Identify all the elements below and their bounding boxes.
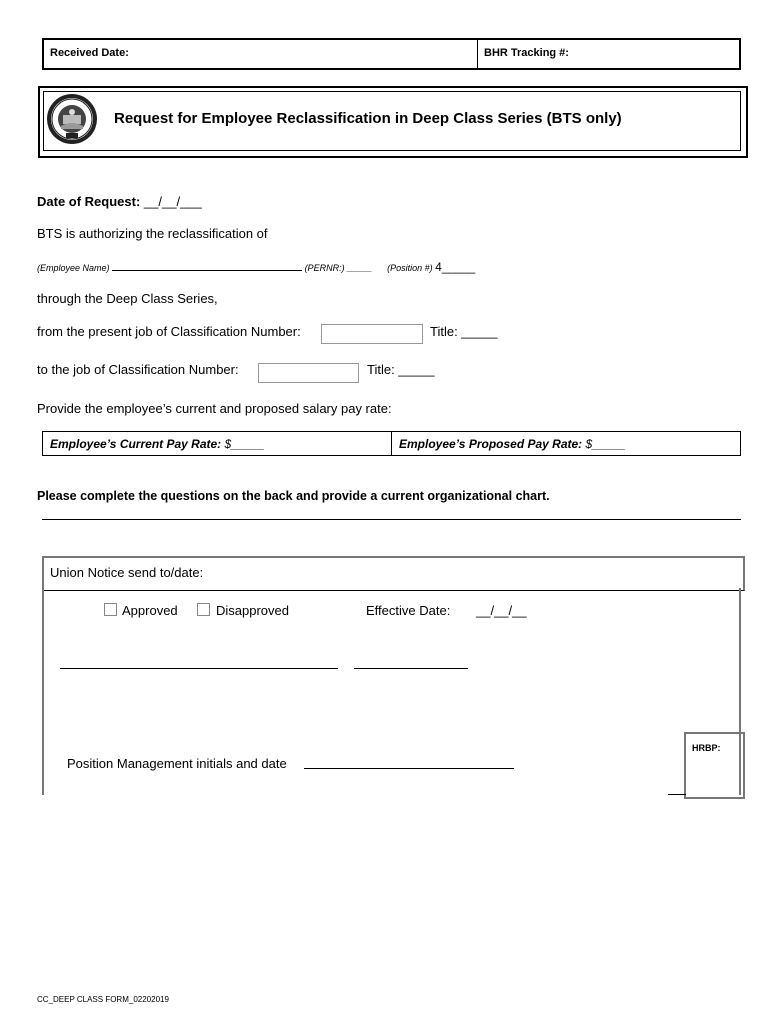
position-field[interactable]: 4_____ bbox=[435, 260, 476, 274]
received-date-label: Received Date: bbox=[50, 47, 129, 59]
bhr-tracking-label: BHR Tracking #: bbox=[484, 47, 569, 59]
city-seal-icon bbox=[46, 93, 98, 145]
form-id-footer: CC_DEEP CLASS FORM_02202019 bbox=[37, 995, 169, 1004]
provide-pay-text: Provide the employee’s current and proposed salary pay rate: bbox=[37, 401, 392, 416]
tracking-divider bbox=[477, 38, 478, 70]
disapproved-checkbox[interactable] bbox=[197, 603, 210, 616]
from-classification-input[interactable] bbox=[321, 324, 423, 344]
effective-date-field[interactable]: __/__/__ bbox=[476, 603, 527, 618]
hrbp-label: HRBP: bbox=[692, 743, 721, 753]
signature-date-line[interactable] bbox=[354, 668, 468, 669]
through-text: through the Deep Class Series, bbox=[37, 291, 218, 306]
union-notice-label: Union Notice send to/date: bbox=[50, 565, 204, 580]
pernr-label: (PERNR:) bbox=[304, 263, 345, 273]
pernr-field[interactable]: _____ bbox=[347, 263, 373, 273]
approved-checkbox[interactable] bbox=[104, 603, 117, 616]
to-title-field[interactable]: Title: _____ bbox=[367, 362, 435, 377]
employee-name-field[interactable] bbox=[112, 261, 302, 271]
to-classification-label: to the job of Classification Number: bbox=[37, 362, 239, 377]
date-of-request-label: Date of Request: bbox=[37, 194, 141, 209]
section-left-border bbox=[42, 588, 44, 795]
position-management-field[interactable] bbox=[304, 768, 514, 769]
date-of-request bbox=[37, 194, 202, 209]
proposed-pay-label: Employee’s Proposed Pay Rate: bbox=[399, 437, 583, 451]
current-pay-label: Employee’s Current Pay Rate: bbox=[50, 437, 222, 451]
authorizing-text: BTS is authorizing the reclassification of bbox=[37, 226, 268, 241]
employee-info-line bbox=[37, 260, 475, 274]
to-classification-input[interactable] bbox=[258, 363, 359, 383]
form-title: Request for Employee Reclassification in Deep Class Series (BTS only) bbox=[114, 110, 622, 127]
position-management-label: Position Management initials and date bbox=[67, 756, 287, 771]
signature-line[interactable] bbox=[60, 668, 338, 669]
proposed-pay-field[interactable]: $_____ bbox=[585, 437, 626, 451]
from-classification-label: from the present job of Classification Number: bbox=[37, 324, 301, 339]
current-pay-field[interactable]: $_____ bbox=[224, 437, 265, 451]
effective-date-label: Effective Date: bbox=[366, 603, 451, 618]
tracking-box bbox=[42, 38, 741, 70]
section-divider bbox=[42, 519, 741, 520]
proposed-pay-rate bbox=[399, 437, 626, 451]
pay-rate-divider bbox=[391, 431, 392, 456]
current-pay-rate bbox=[50, 437, 265, 451]
date-of-request-field[interactable]: __/__/___ bbox=[143, 194, 202, 209]
instructions-text: Please complete the questions on the back and provide a current organizational chart. bbox=[37, 489, 550, 503]
approved-label: Approved bbox=[122, 603, 178, 618]
from-title-field[interactable]: Title: _____ bbox=[430, 324, 498, 339]
position-label: (Position #) bbox=[387, 263, 433, 273]
disapproved-label: Disapproved bbox=[216, 603, 289, 618]
hrbp-underline bbox=[668, 794, 686, 795]
employee-name-label: (Employee Name) bbox=[37, 263, 110, 273]
